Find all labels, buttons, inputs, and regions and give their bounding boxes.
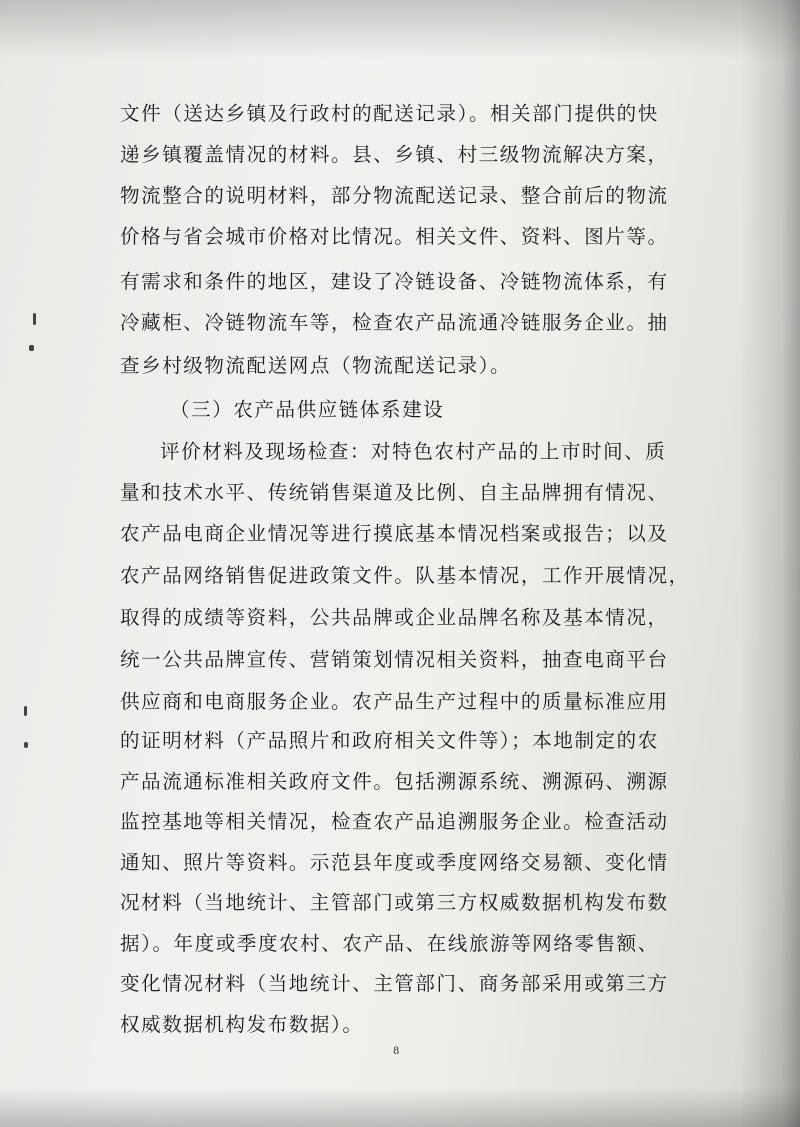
text-line: 况材料（当地统计、主管部门或第三方权威数据机构发布数 <box>120 891 669 914</box>
section-heading: （三）农产品供应链体系建设 <box>170 398 445 421</box>
text-line: 据）。年度或季度农村、农产品、在线旅游等网络零售额、 <box>120 932 659 955</box>
text-line: 评价材料及现场检查：对特色农村产品的上市时间、质 <box>160 440 667 463</box>
text-line: 取得的成绩等资料，公共品牌或企业品牌名称及基本情况， <box>120 606 669 629</box>
binding-mark <box>33 313 36 325</box>
text-line: 有需求和条件的地区，建设了冷链设备、冷链物流体系，有 <box>120 270 669 293</box>
binding-mark <box>24 742 28 748</box>
text-line: 农产品网络销售促进政策文件。队基本情况，工作开展情况， <box>120 564 690 587</box>
text-line: 量和技术水平、传统销售渠道及比例、自主品牌拥有情况、 <box>120 481 669 504</box>
text-line: 供应商和电商服务企业。农产品生产过程中的质量标准应用 <box>120 690 669 713</box>
text-line: 的证明材料（产品照片和政府相关文件等）；本地制定的农 <box>120 729 659 752</box>
text-line: 冷藏柜、冷链物流车等，检查农产品流通冷链服务企业。抽 <box>120 311 669 334</box>
text-line: 权威数据机构发布数据）。 <box>120 1013 364 1036</box>
binding-mark <box>24 706 27 716</box>
text-line: 变化情况材料（当地统计、主管部门、商务部采用或第三方 <box>120 972 669 995</box>
text-line: 递乡镇覆盖情况的材料。县、乡镇、村三级物流解决方案， <box>120 143 669 166</box>
text-line: 物流整合的说明材料，部分物流配送记录、整合前后的物流 <box>120 184 669 207</box>
text-line: 查乡村级物流配送网点（物流配送记录）。 <box>120 354 512 377</box>
page-number: 8 <box>393 1046 400 1057</box>
text-line: 产品流通标准相关政府文件。包括溯源系统、溯源码、溯源 <box>120 770 669 793</box>
text-line: 农产品电商企业情况等进行摸底基本情况档案或报告；以及 <box>120 522 669 545</box>
text-line: 统一公共品牌宣传、营销策划情况相关资料，抽查电商平台 <box>120 648 669 671</box>
binding-mark <box>29 345 34 351</box>
text-line: 文件（送达乡镇及行政村的配送记录）。相关部门提供的快 <box>120 102 659 125</box>
text-line: 监控基地等相关情况，检查农产品追溯服务企业。检查活动 <box>120 810 669 833</box>
text-line: 价格与省会城市价格对比情况。相关文件、资料、图片等。 <box>120 225 669 248</box>
text-line: 通知、照片等资料。示范县年度或季度网络交易额、变化情 <box>120 851 669 874</box>
